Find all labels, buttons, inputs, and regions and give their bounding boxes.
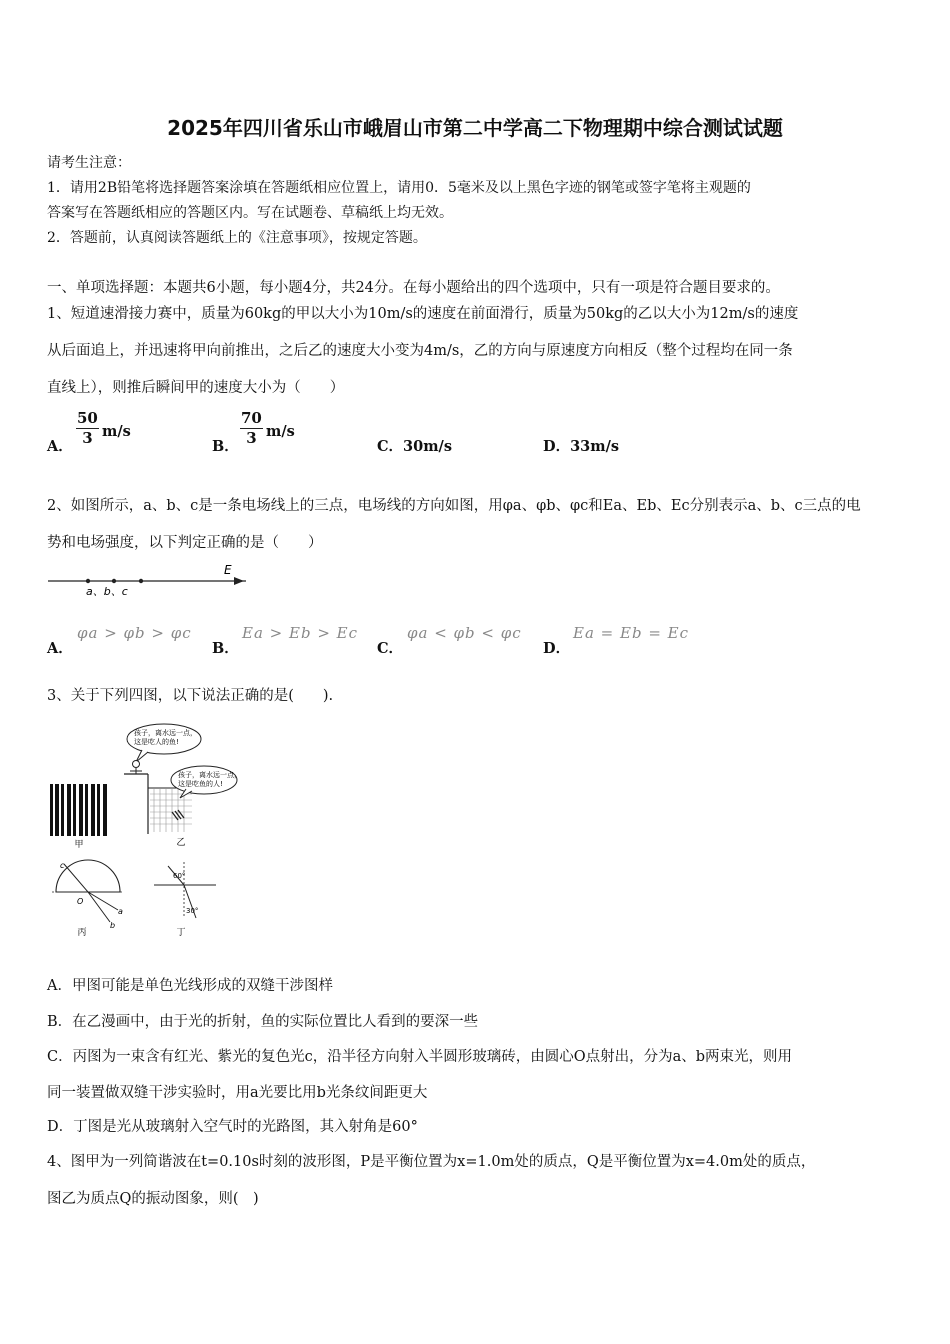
q3-option-c-line2: 同一装置做双缝干涉实验时，用a光要比用b光条纹间距更大	[47, 1085, 428, 1101]
figure-ding-refraction	[154, 862, 216, 918]
q1-option-b-label: B．	[212, 438, 239, 455]
svg-text:c: c	[60, 861, 65, 870]
point-c	[139, 579, 143, 583]
q4-line2: 图乙为质点Q的振动图象，则( )	[47, 1191, 259, 1207]
angle-60-label: 60°	[173, 872, 186, 880]
bubble1-line1: 孩子，离水远一点，	[134, 729, 197, 737]
bubble2-line1: 孩子，离水远一点，	[178, 771, 241, 779]
page-title: 2025年四川省乐山市峨眉山市第二中学高二下物理期中综合测试试题	[167, 116, 783, 140]
q2-option-d-label: D．	[543, 640, 571, 657]
bubble1-line2: 这是吃人的鱼!	[134, 738, 179, 746]
q1-line3: 直线上），则推后瞬间甲的速度大小为（ ）	[47, 380, 345, 396]
figure-jia-fringes	[48, 784, 112, 836]
q1-option-b-numerator: 70	[241, 409, 262, 427]
q3-option-d: D．丁图是光从玻璃射入空气时的光路图，其入射角是60°	[47, 1119, 418, 1135]
figure-jia-label: 甲	[74, 840, 84, 850]
q1-option-c: C．30m/s	[377, 438, 453, 455]
angle-30-label: 30°	[186, 907, 199, 915]
bubble2-line2: 这是吃鱼的人!	[178, 780, 223, 788]
figure-ding-label: 丁	[176, 928, 186, 938]
notice-heading: 请考生注意：	[47, 155, 131, 171]
q2-option-d-formula: Ea = Eb = Ec	[573, 624, 690, 642]
q1-option-a-fraction	[76, 409, 99, 448]
field-line-figure	[46, 562, 246, 598]
q1-line1: 1、短道速滑接力赛中，质量为60kg的甲以大小为10m/s的速度在前面滑行，质量为50kg的乙以大小为12m/s的速度	[47, 306, 799, 322]
q3-option-a: A．甲图可能是单色光线形成的双缝干涉图样	[47, 978, 333, 994]
field-label-e: E	[224, 563, 232, 577]
q2-option-b-label: B．	[212, 640, 239, 657]
point-b	[112, 579, 116, 583]
q3-option-b: B．在乙漫画中，由于光的折射，鱼的实际位置比人看到的要深一些	[47, 1014, 479, 1030]
q2-line1: 2、如图所示，a、b、c是一条电场线上的三点，电场线的方向如图，用φa、φb、φc和Ea、Eb、Ec分别表示a、b、c三点的电	[47, 498, 861, 514]
q2-option-b-formula: Ea > Eb > Ec	[242, 624, 359, 642]
section-heading: 一、单项选择题：本题共6小题，每小题4分，共24分。在每小题给出的四个选项中，只有一项是符合题目要求的。	[47, 280, 780, 296]
q1-option-d: D．33m/s	[543, 438, 620, 455]
notice-item1-line1: 1．请用2B铅笔将选择题答案涂填在答题纸相应位置上，请用0．5毫米及以上黑色字迹的钢笔或签字笔将主观题的	[47, 180, 751, 196]
q3-figures	[44, 716, 244, 940]
figure-yi-label: 乙	[176, 838, 186, 848]
svg-text:O: O	[77, 897, 84, 906]
q2-option-c-label: C．	[377, 640, 404, 657]
q1-option-a-unit: m/s	[102, 423, 131, 440]
notice-item2: 2．答题前，认真阅读答题纸上的《注意事项》，按规定答题。	[47, 230, 427, 246]
q4-line1: 4、图甲为一列简谐波在t=0.10s时刻的波形图，P是平衡位置为x=1.0m处的质点，Q是平衡位置为x=4.0m处的质点，	[47, 1154, 816, 1170]
svg-text:a: a	[118, 907, 123, 916]
q2-option-a-label: A．	[47, 640, 73, 657]
q3-stem: 3、关于下列四图，以下说法正确的是( ).	[47, 688, 334, 704]
q1-option-a-numerator: 50	[77, 409, 98, 427]
figure-bing-semicircle	[52, 860, 124, 930]
q1-option-b-unit: m/s	[266, 423, 295, 440]
q2-option-c-formula: φa < φb < φc	[407, 624, 522, 642]
figure-yi-cartoon	[124, 724, 241, 834]
svg-text:b: b	[110, 921, 116, 930]
q1-option-b-denominator: 3	[246, 429, 257, 447]
q1-option-b-fraction	[240, 409, 263, 448]
q3-option-c-line1: C．丙图为一束含有红光、紫光的复色光c，沿半径方向射入半圆形玻璃砖，由圆心O点射出，分为a、b两束光，则用	[47, 1049, 793, 1065]
q1-line2: 从后面追上，并迅速将甲向前推出，之后乙的速度大小变为4m/s，乙的方向与原速度方向相反（整个过程均在同一条	[47, 343, 793, 359]
notice-item1-line2: 答案写在答题纸相应的答题区内。写在试题卷、草稿纸上均无效。	[47, 205, 453, 221]
point-a	[86, 579, 90, 583]
field-arrow	[234, 577, 244, 585]
q2-line2: 势和电场强度，以下判定正确的是（ ）	[47, 535, 323, 551]
figure-bing-label: 丙	[77, 928, 87, 938]
q1-option-a-label: A．	[47, 438, 73, 455]
points-label: a、b、c	[86, 585, 128, 598]
q1-option-a-denominator: 3	[82, 429, 93, 447]
q2-option-a-formula: φa > φb > φc	[77, 624, 192, 642]
